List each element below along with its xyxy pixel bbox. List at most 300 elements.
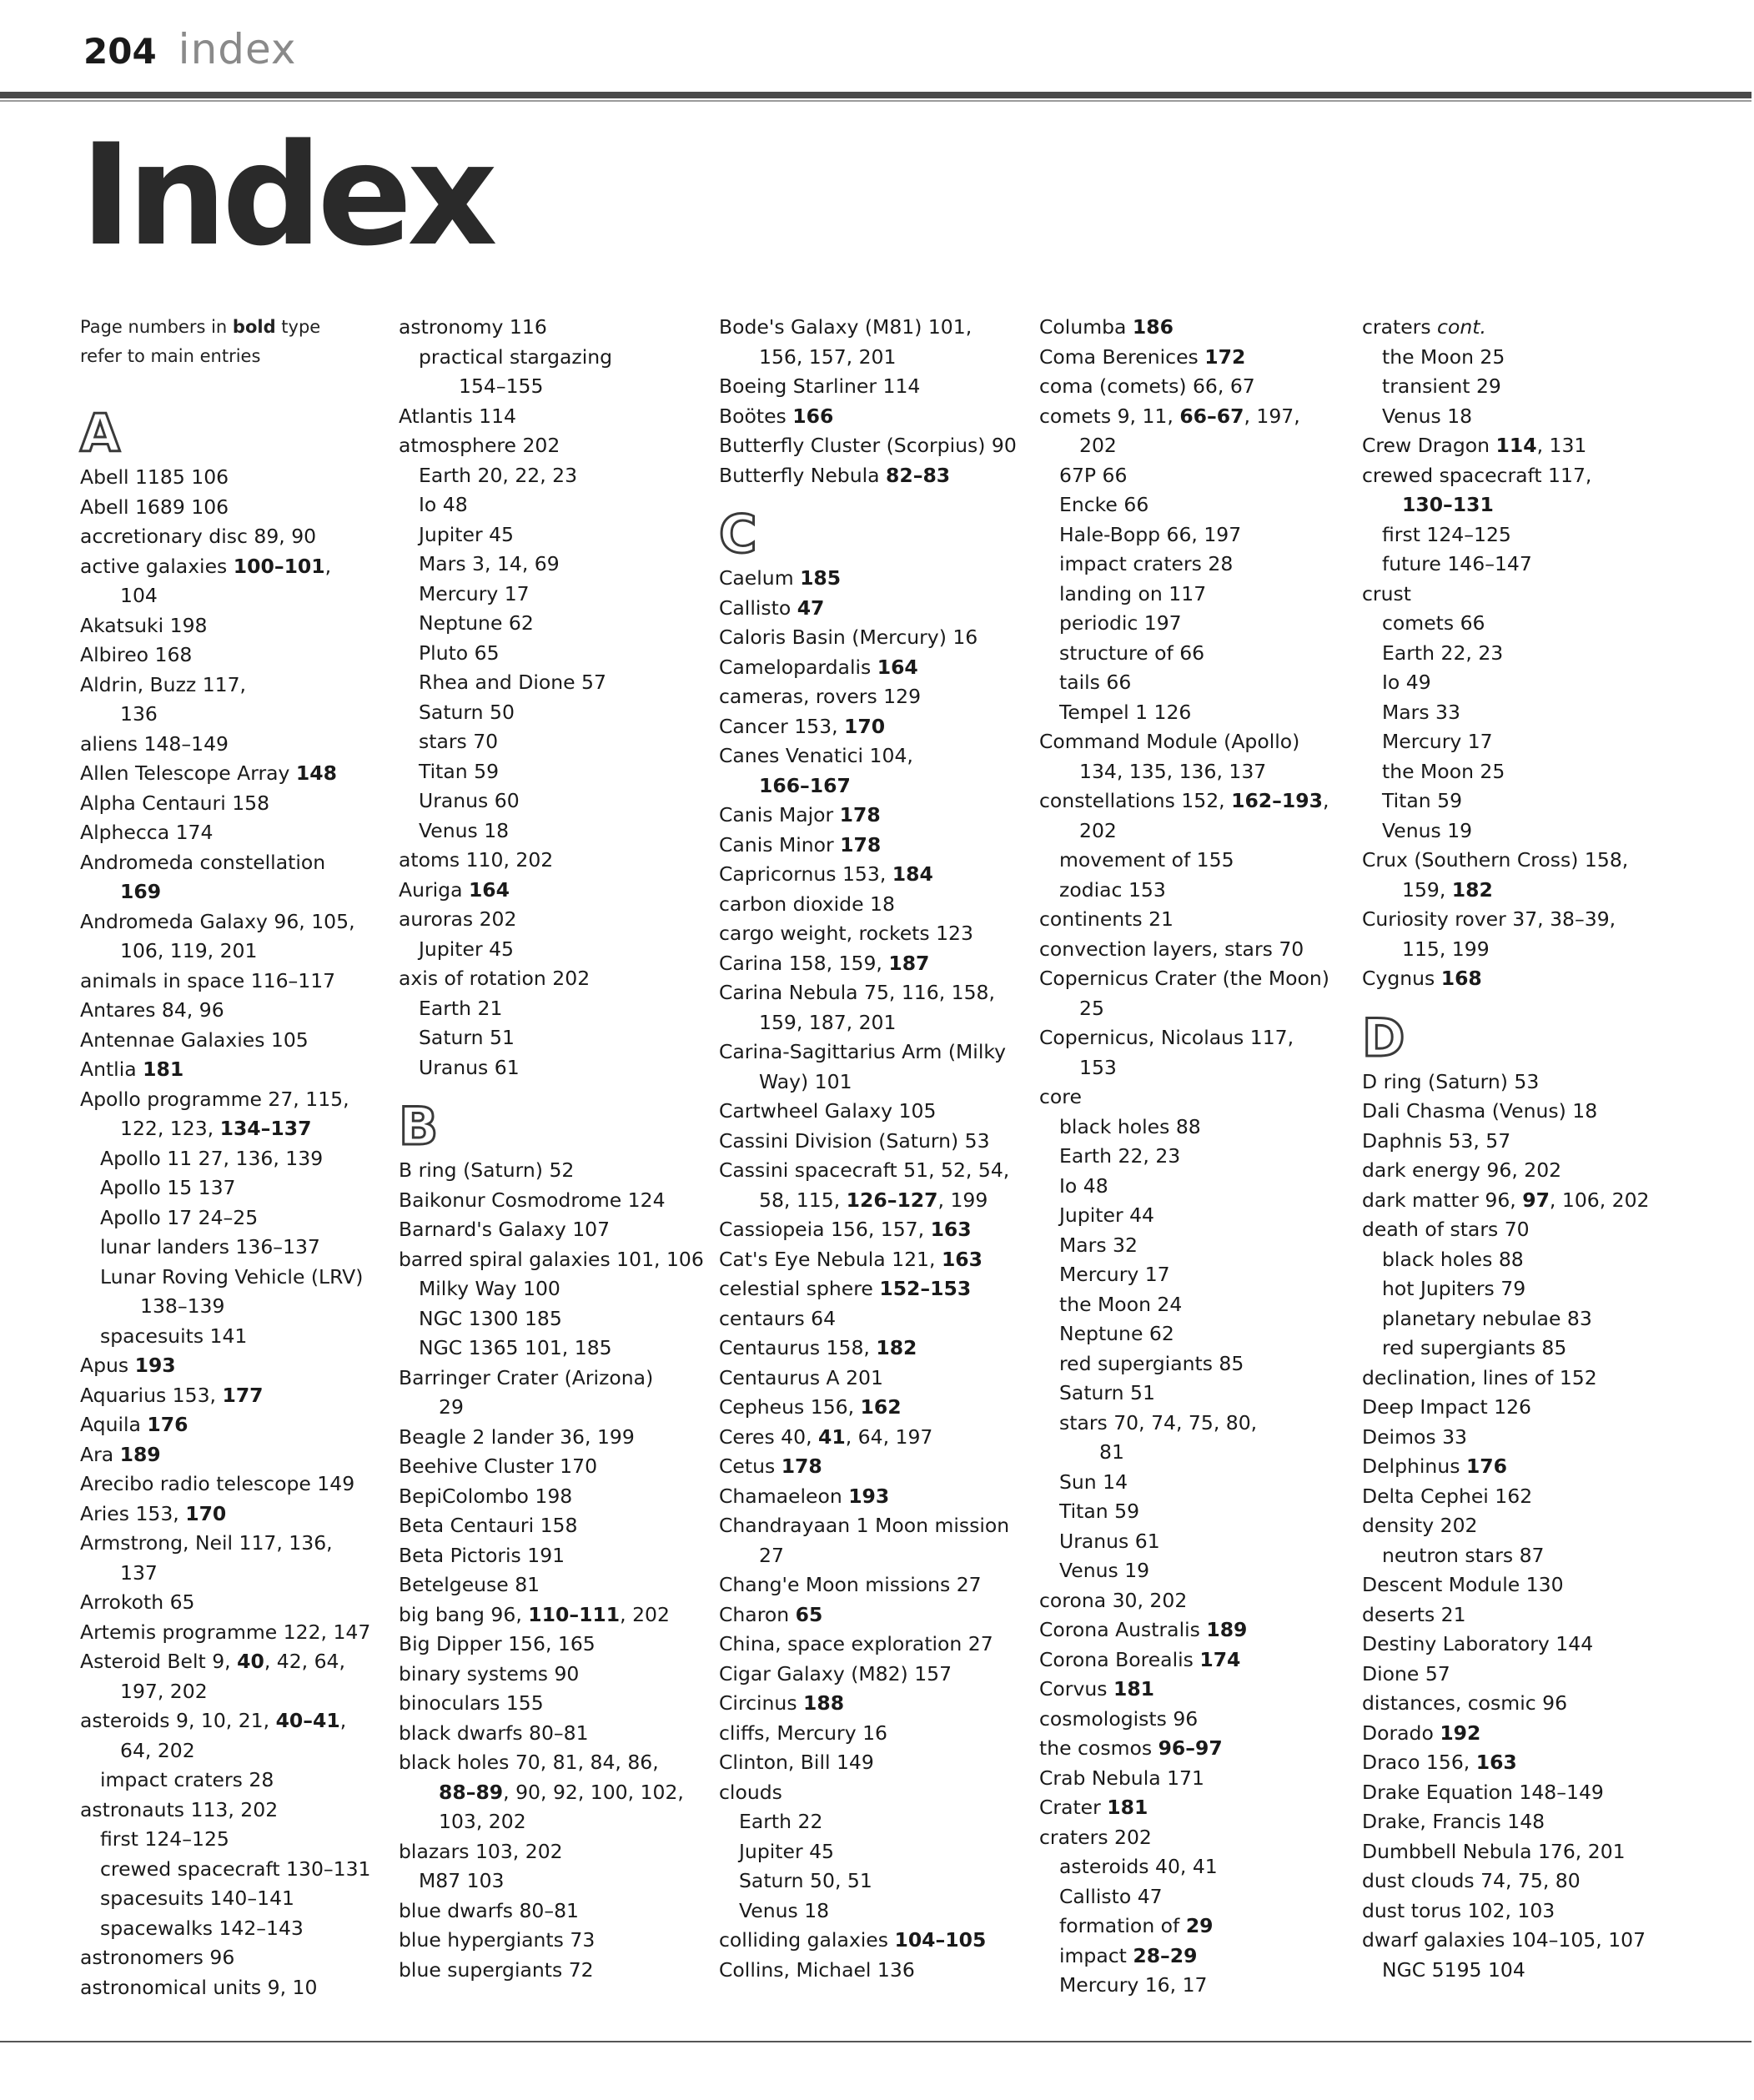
entry-text: Daphnis 53, 57 [1362,1128,1511,1153]
entry-text: cameras, rovers 129 [719,685,922,708]
index-subentry [1362,1304,1679,1334]
index-subentry [80,1263,397,1322]
main-entry-page: 193 [848,1484,890,1508]
entry-text: cosmologists 96 [1039,1706,1199,1731]
index-subentry [1039,1882,1356,1912]
index-entry [719,1719,1036,1749]
entry-text: 106, 119, 201 [120,939,258,962]
entry-text: Crew Dragon [1362,434,1496,457]
entry-text: Aquila [80,1413,148,1436]
index-subentry [1039,1290,1356,1320]
entry-text: colliding galaxies [719,1928,895,1952]
index-entry [1362,1630,1679,1660]
index-entry [719,431,1036,461]
entry-text: constellations 152, [1039,789,1232,812]
entry-text: Mercury 16, 17 [1059,1973,1208,1997]
index-subentry [1039,1468,1356,1498]
entry-text: the Moon 25 [1382,759,1505,783]
entry-text: Beehive Cluster 170 [399,1454,598,1478]
entry-text: Akatsuki 198 [80,613,208,637]
index-subentry [399,609,716,639]
entry-text: crewed spacecraft 117, [1362,463,1592,487]
main-entry-page: 181 [1107,1796,1148,1819]
index-column-3 [719,313,1036,1985]
index-entry [80,1529,397,1588]
index-subentry [1039,550,1356,580]
index-entry [80,789,397,819]
entry-text: movement of 155 [1059,848,1234,872]
index-subentry [1362,698,1679,728]
index-subentry [1039,580,1356,610]
entry-text: black dwarfs 80–81 [399,1721,589,1745]
section-name: index [178,25,297,73]
index-subentry [1362,550,1679,580]
entry-text: tails 66 [1059,671,1132,694]
entry-text: 153 [1079,1055,1117,1079]
main-entry-page: 162 [860,1395,902,1419]
index-entry [719,1037,1036,1097]
entry-text: Jupiter 45 [419,522,514,546]
continued-marker: cont. [1437,315,1486,339]
index-entry [719,1452,1036,1482]
index-subentry [80,1766,397,1796]
entry-text: , [1322,789,1329,812]
main-entry-page: 187 [888,951,930,975]
entry-text: Tempel 1 126 [1059,700,1192,724]
entry-text: structure of 66 [1059,641,1205,665]
entry-text: practical stargazing [419,344,613,369]
index-subentry [399,816,716,847]
entry-text: red supergiants 85 [1382,1336,1567,1359]
entry-text: Earth 20, 22, 23 [419,463,578,487]
index-entry [399,1926,716,1956]
entry-text: binary systems 90 [399,1661,580,1686]
entry-text: Cancer 153, [719,714,845,738]
index-subentry [1362,402,1679,432]
entry-text: Corona Australis [1039,1618,1207,1641]
entry-text: Callisto 47 [1059,1884,1163,1908]
entry-text: atoms 110, 202 [399,848,554,872]
main-entry-page: 96–97 [1158,1736,1223,1760]
entry-text: Beta Pictoris 191 [399,1543,565,1567]
entry-text: , 131 [1536,434,1587,457]
entry-text: Armstrong, Neil 117, 136, [80,1531,333,1555]
main-entry-page: 40–41 [275,1709,340,1732]
index-entry [1362,1660,1679,1690]
main-entry-page: 163 [1475,1751,1517,1774]
entry-text: Hale-Bopp 66, 197 [1059,522,1242,546]
index-subentry [1039,490,1356,520]
entry-text: Centaurus A 201 [719,1365,883,1389]
index-entry [1039,1083,1356,1113]
entry-text: blue hypergiants 73 [399,1928,596,1952]
entry-text: Curiosity rover 37, 38–39, [1362,907,1616,931]
entry-text: aliens 148–149 [80,731,229,756]
index-entry [399,1837,716,1867]
index-subentry [1362,727,1679,757]
index-entry [80,1943,397,1973]
index-subentry [399,580,716,610]
entry-text: Cepheus 156, [719,1395,861,1419]
entry-text: Chandrayaan 1 Moon mission [719,1514,1010,1537]
entry-text: Cigar Galaxy (M82) 157 [719,1661,952,1686]
index-entry [1039,1705,1356,1735]
entry-text: spacesuits 140–141 [100,1886,294,1910]
main-entry-page: 170 [185,1501,227,1525]
entry-text: Cartwheel Galaxy 105 [719,1099,937,1123]
index-entry [1362,1097,1679,1127]
entry-text: Arrokoth 65 [80,1590,195,1614]
entry-text: Barringer Crater (Arizona) [399,1365,654,1389]
entry-text: astronomy 116 [399,315,547,339]
entry-text: animals in space 116–117 [80,968,336,992]
index-entry [80,611,397,641]
entry-text: impact craters 28 [100,1768,274,1791]
index-entry [1362,1511,1679,1541]
footer-rule [0,2041,1751,2042]
index-entry [719,860,1036,890]
main-entry-page: 163 [941,1247,983,1271]
entry-text: barred spiral galaxies 101, 106 [399,1247,704,1271]
index-subentry [399,698,716,728]
index-subentry [1039,1231,1356,1261]
entry-text: Saturn 51 [419,1026,515,1049]
entry-text: first 124–125 [100,1827,229,1851]
entry-text: NGC 1365 101, 185 [419,1336,612,1359]
main-entry-page: 178 [840,832,882,857]
index-entry [1362,1364,1679,1394]
main-entry-page: 181 [1113,1677,1155,1701]
index-subentry [1362,1245,1679,1275]
main-entry-page: 177 [222,1383,264,1407]
index-subentry [80,1914,397,1944]
main-entry-page: 65 [795,1602,823,1626]
entry-text: Earth 22, 23 [1059,1144,1181,1168]
main-entry-page: 176 [1465,1454,1507,1478]
index-entry [80,1410,397,1440]
entry-text: Corvus [1039,1677,1113,1701]
entry-text: auroras 202 [399,907,517,931]
entry-text: Saturn 51 [1059,1381,1155,1404]
entry-text: dust clouds 74, 75, 80 [1362,1869,1581,1892]
entry-text: binoculars 155 [399,1691,544,1715]
entry-text: clouds [719,1780,782,1804]
entry-text: blazars 103, 202 [399,1839,563,1863]
index-subentry [1039,1409,1356,1468]
index-entry [80,552,397,611]
entry-text: Aquarius 153, [80,1383,223,1407]
entry-text: convection layers, stars 70 [1039,937,1304,961]
entry-text: NGC 1300 185 [419,1306,562,1330]
entry-text: crewed spacecraft 130–131 [100,1856,371,1881]
entry-text: 137 [120,1560,158,1585]
entry-text: Apollo 15 137 [100,1176,236,1199]
main-entry-page: 169 [120,880,162,903]
main-entry-page: 166–167 [759,773,851,797]
entry-text: Allen Telescope Array [80,761,296,785]
index-entry [80,641,397,671]
entry-text: Alpha Centauri 158 [80,791,270,815]
index-entry [1039,964,1356,1023]
entry-text: Milky Way 100 [419,1277,560,1300]
entry-text: periodic 197 [1059,611,1182,635]
entry-text: Crater [1039,1796,1108,1819]
index-entry [399,1748,716,1837]
entry-text: Uranus 60 [419,789,520,812]
index-entry [80,671,397,730]
index-entry [719,402,1036,432]
entry-text: Abell 1689 106 [80,495,229,519]
index-entry [719,1956,1036,1986]
main-entry-page: 163 [930,1218,972,1241]
index-subentry [399,786,716,816]
entry-text: Apollo 17 24–25 [100,1205,259,1229]
index-entry [399,1215,716,1245]
index-subentry [1039,520,1356,550]
entry-text: Centaurus 158, [719,1336,877,1359]
entry-text: Earth 21 [419,996,503,1020]
entry-text: Carina Nebula 75, 116, 158, [719,981,995,1004]
index-subentry [399,935,716,965]
index-entry [719,623,1036,653]
main-entry-page: 193 [134,1354,176,1377]
index-entry [719,1748,1036,1778]
entry-text: 67P 66 [1059,463,1128,487]
index-entry [80,1026,397,1056]
entry-text: Atlantis 114 [399,404,517,428]
index-entry [1362,431,1679,461]
index-subentry [1039,1113,1356,1143]
entry-text: dark energy 96, 202 [1362,1158,1562,1182]
index-subentry [1362,609,1679,639]
section-letter-glyph: D [1362,1007,1405,1068]
entry-text: cliffs, Mercury 16 [719,1721,887,1745]
entry-text: Boötes [719,404,793,428]
entry-text: the Moon 24 [1059,1292,1183,1316]
entry-text: Andromeda Galaxy 96, 105, [80,909,355,933]
index-entry [1039,1023,1356,1083]
main-entry-page: 47 [797,595,825,620]
main-entry-page: 181 [143,1058,184,1081]
index-entry [719,741,1036,801]
main-entry-page: 100–101 [233,554,325,578]
bold-type-note: Page numbers in bold type refer to main entries [80,317,321,366]
entry-text: Pluto 65 [419,641,500,665]
section-letter-glyph: C [719,504,757,565]
index-entry [80,1588,397,1618]
entry-text: Chamaeleon [719,1484,849,1508]
main-entry-page: 148 [295,761,337,785]
index-subentry [80,1825,397,1855]
index-entry [399,1719,716,1749]
index-subentry [399,1053,716,1083]
section-letter [80,389,397,463]
index-entry [399,1630,716,1660]
entry-text: 154–155 [459,374,544,398]
entry-text: impact [1059,1943,1133,1967]
entry-text: 159, [1402,877,1452,902]
index-subentry [399,520,716,550]
index-entry [1039,1793,1356,1823]
main-entry-page: 164 [877,655,918,679]
entry-text: Barnard's Galaxy 107 [399,1218,611,1241]
index-entry [80,1796,397,1826]
index-subentry [719,1807,1036,1837]
entry-text: Cetus [719,1454,782,1478]
entry-text: Copernicus Crater (the Moon) [1039,967,1329,990]
entry-text: hot Jupiters 79 [1382,1277,1526,1300]
entry-text: core [1039,1085,1082,1108]
index-entry [1039,1615,1356,1645]
entry-text: Cat's Eye Nebula 121, [719,1247,942,1271]
main-entry-page: 88–89 [439,1780,504,1804]
entry-text: Apollo 11 27, 136, 139 [100,1146,324,1170]
entry-text: Titan 59 [1059,1500,1140,1523]
entry-text: Io 48 [1059,1173,1108,1198]
entry-text: Canis Major [719,803,840,826]
main-entry-page: 126–127 [846,1188,938,1212]
entry-text: blue dwarfs 80–81 [399,1898,580,1922]
entry-text: planetary nebulae 83 [1382,1306,1592,1330]
index-subentry [1039,639,1356,669]
entry-text: Cygnus [1362,967,1441,990]
index-entry [399,1689,716,1719]
index-subentry [399,490,716,520]
index-entry [1362,846,1679,905]
index-entry [1362,1156,1679,1186]
index-entry [1039,727,1356,786]
index-subentry [1039,1349,1356,1379]
entry-text: , [339,1709,347,1732]
entry-text: Saturn 50 [419,700,515,724]
index-entry [399,1245,716,1275]
entry-text: Apollo programme 27, 115, [80,1087,349,1111]
entry-text: Callisto [719,595,797,620]
entry-text: Bode's Galaxy (M81) 101, [719,315,972,339]
index-subentry [719,1866,1036,1897]
index-entry [80,522,397,552]
entry-text: 58, 115, [759,1188,847,1212]
entry-text: Baikonur Cosmodrome 124 [399,1188,666,1212]
index-entry [80,818,397,848]
index-entry [719,1926,1036,1956]
index-subentry [1362,1274,1679,1304]
index-entry [1362,1807,1679,1837]
index-entry [1362,313,1679,343]
index-entry [80,1500,397,1530]
index-subentry [1362,1541,1679,1571]
index-entry [719,1600,1036,1630]
index-column-5 [1362,313,1679,1985]
index-entry [1039,905,1356,935]
entry-text: astronomers 96 [80,1946,235,1969]
index-subentry [80,1884,397,1914]
index-subentry [1362,372,1679,402]
entry-text: active galaxies [80,554,234,578]
index-subentry [1039,1142,1356,1172]
entry-text: Abell 1185 106 [80,465,229,489]
entry-text: NGC 5195 104 [1382,1957,1525,1982]
index-subentry [1362,1334,1679,1364]
index-entry [719,1304,1036,1334]
section-letter-glyph: A [80,403,120,464]
index-subentry [1039,846,1356,876]
entry-text: , 90, 92, 100, 102, [503,1780,684,1804]
entry-text: Uranus 61 [1059,1529,1160,1553]
index-entry [399,1482,716,1512]
main-entry-page: 176 [147,1413,188,1436]
main-entry-page: 185 [800,566,842,590]
index-entry [1039,935,1356,965]
entry-text: 197, 202 [120,1679,208,1703]
index-entry [719,1630,1036,1660]
index-subentry [1362,668,1679,698]
main-entry-page: 186 [1132,315,1174,339]
entry-text: celestial sphere [719,1277,880,1300]
index-subentry [399,343,716,402]
index-subentry [1039,1942,1356,1972]
entry-text: Canes Venatici 104, [719,744,913,767]
entry-text: asteroids 9, 10, 21, [80,1709,276,1732]
index-entry [80,1618,397,1648]
main-entry-page: 114 [1495,434,1537,457]
index-entry [1039,372,1356,402]
index-entry [1362,461,1679,520]
entry-text: big bang 96, [399,1602,529,1626]
entry-text: , 106, 202 [1549,1188,1650,1212]
entry-text: Boeing Starliner 114 [719,374,921,398]
entry-text: Dali Chasma (Venus) 18 [1362,1099,1598,1123]
entry-text: atmosphere 202 [399,434,560,457]
index-entry [1362,1570,1679,1600]
index-subentry [1362,520,1679,550]
index-entry [80,1973,397,2003]
entry-text: first 124–125 [1382,522,1511,546]
entry-text: Venus 19 [1382,818,1473,842]
entry-text: Titan 59 [419,759,500,783]
entry-text: Ara [80,1442,120,1466]
index-subentry [719,1837,1036,1867]
main-entry-page: 189 [1206,1618,1248,1641]
entry-text: , 42, 64, [264,1650,345,1673]
index-entry [1362,1423,1679,1453]
main-entry-page: 162–193 [1231,789,1323,812]
entry-text: astronauts 113, 202 [80,1797,279,1821]
index-entry [1362,1127,1679,1157]
entry-text: Jupiter 45 [739,1839,834,1863]
index-entry [1039,402,1356,461]
index-entry [719,1215,1036,1245]
entry-text: Mercury 17 [419,581,530,605]
index-entry [1362,905,1679,964]
index-subentry [1039,1379,1356,1409]
entry-text: Rhea and Dione 57 [419,671,606,694]
index-entry [719,712,1036,742]
entry-text: Io 48 [419,493,468,516]
entry-text: Collins, Michael 136 [719,1957,915,1982]
index-entry [1362,1778,1679,1808]
index-entry [719,461,1036,491]
entry-text: Antares 84, 96 [80,998,224,1022]
entry-text: Big Dipper 156, 165 [399,1632,596,1655]
entry-text: Arecibo radio telescope 149 [80,1472,355,1495]
entry-text: the Moon 25 [1382,344,1505,369]
index-entry [399,1570,716,1600]
entry-text: neutron stars 87 [1382,1543,1545,1567]
entry-text: Beta Centauri 158 [399,1514,578,1537]
entry-text: Chang'e Moon missions 27 [719,1573,982,1596]
entry-text: Neptune 62 [419,611,534,635]
